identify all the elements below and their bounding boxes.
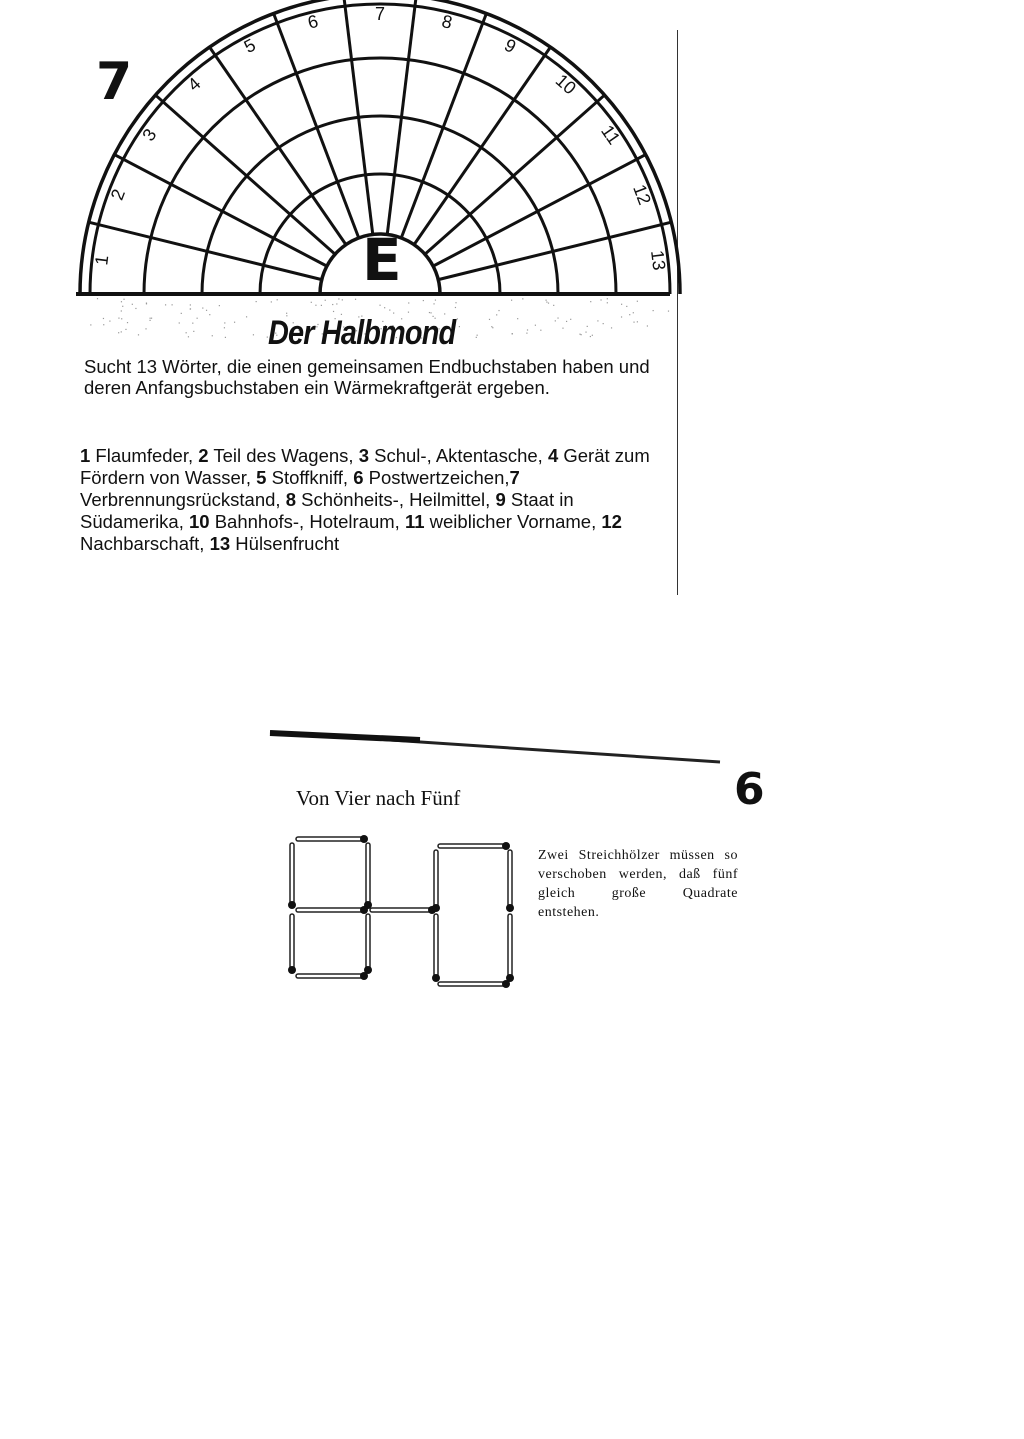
clue-number: 4 [547, 445, 559, 466]
sector-number-12: 12 [629, 181, 655, 208]
matchstick-head [360, 972, 368, 980]
puzzle2-title: Von Vier nach Fünf [296, 786, 461, 810]
clue-text: Verbrennungsrückstand, [80, 489, 286, 510]
clue-number: 10 [189, 511, 210, 532]
puzzle1-intro: Sucht 13 Wörter, die einen gemeinsamen Endbuchstaben haben und deren Anfangsbuchstaben ein Wärmekraftgerät ergeben. [84, 356, 650, 398]
clue-text: Bahnhofs-, Hotelraum, [209, 511, 405, 532]
sector-number-4: 4 [183, 73, 205, 96]
matchstick-head [360, 835, 368, 843]
clue-number: 7 [509, 467, 520, 488]
clue-text: Nachbarschaft, [80, 533, 210, 554]
sector-number-9: 9 [501, 34, 520, 58]
puzzle2-instructions: Zwei Streichhölzer müssen so verschoben werden, daß fünf gleich große Quadrate entstehen. [538, 848, 738, 920]
clue-text: Flaumfeder, [90, 445, 199, 466]
clue-number: 11 [404, 511, 425, 532]
clue-number: 9 [495, 489, 506, 510]
matchstick-head [288, 966, 296, 974]
clue-number: 12 [601, 511, 622, 532]
matchstick-head [432, 904, 440, 912]
sector-number-13: 13 [647, 249, 670, 272]
clue-text: Gerät zum Fördern von Wasser, [80, 445, 650, 488]
matchstick-head [502, 980, 510, 988]
clue-text: Stoffkniff, [266, 467, 354, 488]
sector-number-5: 5 [240, 34, 259, 58]
matchstick-head [360, 906, 368, 914]
clue-text: Postwertzeichen, [363, 467, 510, 488]
sector-number-1: 1 [91, 254, 113, 267]
matchstick-head [432, 974, 440, 982]
clue-number: 13 [209, 533, 231, 554]
clue-number: 1 [80, 445, 91, 466]
clue-number: 2 [198, 445, 209, 466]
sector-number-7: 7 [374, 3, 386, 24]
clue-number: 6 [353, 467, 364, 488]
sector-number-8: 8 [439, 10, 455, 33]
clue-text: Schönheits-, Heilmittel, [295, 489, 496, 510]
clue-text: weiblicher Vorname, [424, 511, 602, 532]
clue-number: 3 [358, 445, 369, 466]
clue-text: Teil des Wagens, [208, 445, 359, 466]
sector-number-11: 11 [597, 121, 625, 149]
clue-text: Hülsenfrucht [230, 533, 340, 554]
sector-number-2: 2 [106, 186, 130, 203]
sector-number-3: 3 [138, 124, 161, 145]
matchstick-head [506, 904, 514, 912]
clue-number: 5 [256, 467, 267, 488]
clue-number: 8 [285, 489, 296, 510]
clue-text: Staat in Südamerika, [80, 489, 574, 532]
clue-text: Schul-, Aktentasche, [369, 445, 548, 466]
sector-number-6: 6 [305, 10, 321, 33]
handwritten-number-7: 7 [96, 52, 133, 112]
puzzle1-title: Der Halbmond [268, 314, 456, 352]
separator-rule-heavy [270, 733, 420, 740]
matchstick-head [288, 901, 296, 909]
center-letter: E [362, 226, 402, 294]
matchstick-head [502, 842, 510, 850]
handwritten-number-6: 6 [734, 764, 765, 815]
sector-number-10: 10 [551, 70, 580, 99]
